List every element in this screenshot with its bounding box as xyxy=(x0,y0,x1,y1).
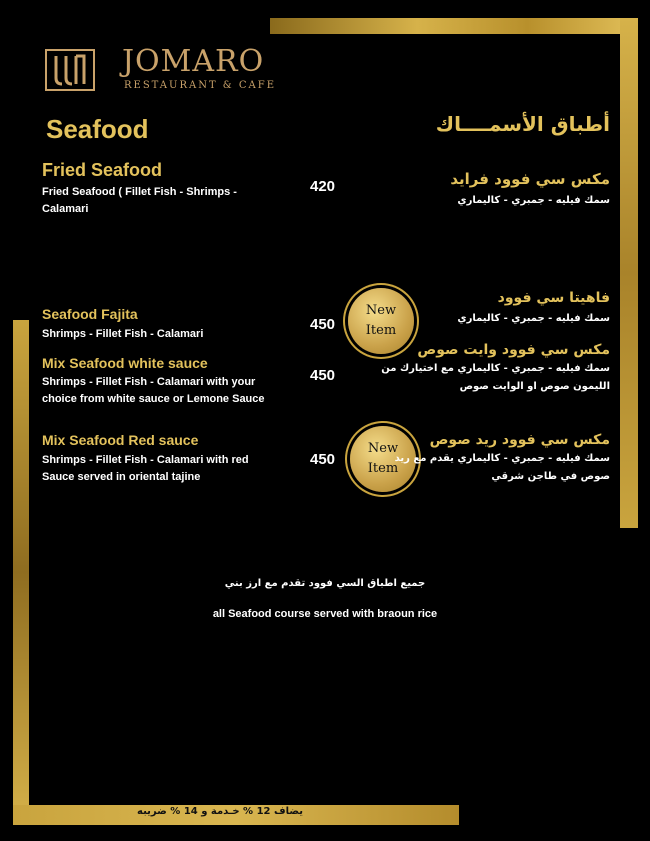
item-desc-ar: سمك فيليه - جمبري - كاليماري يقدم مع ريد صوص في طاجن شرقي xyxy=(394,453,610,482)
item-desc-en: Shrimps - Fillet Fish - Calamari with your choice from white sauce or Lemone Sauce xyxy=(42,376,265,405)
item-name-en: Mix Seafood white sauce xyxy=(42,355,208,371)
item-price: 450 xyxy=(310,451,336,468)
rice-note-en: all Seafood course served with braoun rice xyxy=(212,608,438,620)
item-name-ar: مكس سي فوود وايت صوص xyxy=(417,342,610,358)
brand-subtitle: RESTAURANT & CAFE xyxy=(124,80,276,91)
item-name-ar: فاهيتا سي فوود xyxy=(497,290,610,306)
item-desc-ar: سمك فيليه - جمبري - كاليماري xyxy=(457,195,610,206)
gold-frame-top xyxy=(270,18,638,34)
item-name-en: Mix Seafood Red sauce xyxy=(42,432,199,448)
gold-frame-left xyxy=(13,320,29,825)
item-name-en: Seafood Fajita xyxy=(42,306,138,322)
badge-line: New xyxy=(365,303,397,318)
badge-line: New xyxy=(367,441,399,456)
item-price: 450 xyxy=(310,367,336,384)
brand-name: JOMARO xyxy=(122,44,265,79)
item-name-ar: مكس سي فوود ريد صوص xyxy=(429,432,610,448)
jomaro-logo-icon xyxy=(44,48,96,92)
gold-frame-right xyxy=(620,18,638,528)
item-desc-en: Shrimps - Fillet Fish - Calamari with red Sauce served in oriental tajine xyxy=(42,454,249,483)
badge-line: Item xyxy=(365,323,397,338)
item-desc-ar: سمك فيليه - جمبري - كاليماري مع اختيارك من الليمون صوص او الوايت صوص xyxy=(381,363,610,392)
section-title-en: Seafood xyxy=(46,114,149,144)
item-desc-ar: سمك فيليه - جمبري - كاليماري xyxy=(457,313,610,324)
item-desc-en: Fried Seafood ( Fillet Fish - Shrimps - Calamari xyxy=(42,186,237,215)
item-name-en: Fried Seafood xyxy=(42,160,163,180)
tax-note: يضاف 12 % خـدمة و 14 % ضريبه xyxy=(137,806,303,817)
badge-line: Item xyxy=(367,461,399,476)
rice-note-ar: جميع اطباق السي فوود تقدم مع ارز بني xyxy=(224,578,426,589)
item-price: 450 xyxy=(310,316,336,333)
section-title-ar: أطباق الأسمــــاك xyxy=(435,112,610,136)
item-name-ar: مكس سي فوود فرايد xyxy=(450,170,610,188)
item-desc-en: Shrimps - Fillet Fish - Calamari xyxy=(42,328,204,340)
item-price: 420 xyxy=(310,178,336,195)
